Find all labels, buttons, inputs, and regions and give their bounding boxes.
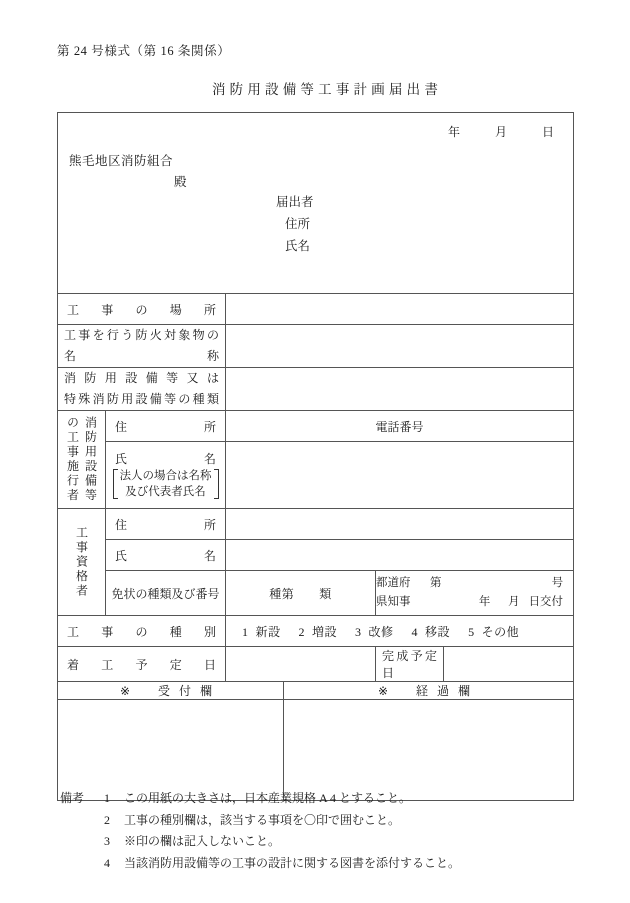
work-kind-num-4: 4 [411, 624, 419, 639]
building-name-label-cell [58, 325, 226, 368]
remark-item-3 [60, 831, 460, 853]
work-kind-word-4[interactable]: 移設 [425, 624, 451, 639]
work-kind-options [226, 617, 573, 646]
license-row [58, 571, 574, 616]
qualified-vertical-label-cell [58, 509, 106, 616]
notification-form-table [57, 112, 574, 801]
office-use-body-row [58, 700, 574, 801]
completion-date-label: 完成予定日 [382, 649, 437, 680]
submitter-block [276, 191, 314, 257]
work-kind-row [58, 616, 574, 647]
progress-body-cell[interactable] [284, 700, 574, 801]
qualified-address-label-cell [106, 509, 226, 540]
completion-date-label-cell [376, 647, 444, 682]
completion-date-value[interactable] [444, 647, 574, 682]
addressee: 熊毛地区消防組合 [69, 154, 174, 168]
license-issue-cell[interactable] [376, 571, 574, 616]
building-name-label-line1: 工事を行う防火対象物の [64, 328, 219, 342]
contractor-address-label-cell [106, 411, 226, 442]
contractor-address-row [58, 411, 574, 442]
remark-item-1 [60, 788, 460, 810]
work-kind-label-cell [58, 616, 226, 647]
work-kind-word-1[interactable]: 新設 [255, 624, 281, 639]
work-kind-num-3: 3 [355, 624, 362, 639]
submitter-address-label: 住所 [285, 217, 311, 231]
progress-header-cell [284, 682, 574, 700]
equipment-type-label-line2: 特殊消防用設備等の種類 [64, 392, 219, 406]
header-row [58, 113, 574, 294]
progress-mark: ※ [377, 684, 389, 698]
reception-mark: ※ [119, 684, 131, 698]
contractor-vertical-label [58, 412, 105, 507]
building-name-label-line2: 名称 [64, 349, 219, 363]
work-kind-word-2[interactable]: 増設 [312, 624, 338, 639]
work-location-label-cell [58, 294, 226, 325]
contractor-name-label-cell [106, 442, 226, 509]
work-kind-num-1: 1 [242, 624, 249, 639]
contractor-address-label: 住所 [115, 419, 216, 434]
start-date-value[interactable] [226, 647, 376, 682]
contractor-name-value[interactable] [226, 442, 574, 509]
submitter-name-label: 氏名 [285, 239, 311, 253]
remark-text-3: ※印の欄は記入しないこと。 [124, 834, 281, 848]
remarks-label: 備考 [60, 791, 85, 805]
issuer-line1: 都道府 [376, 577, 411, 589]
progress-label: 経過欄 [416, 684, 480, 698]
start-date-label: 着工予定日 [67, 657, 216, 672]
license-class-cell[interactable] [226, 571, 376, 616]
date-year-label: 年 [448, 125, 462, 139]
contractor-name-label-inner [106, 446, 225, 505]
reception-label: 受付欄 [158, 684, 222, 698]
equipment-type-row [58, 368, 574, 411]
qualified-name-label-cell [106, 540, 226, 571]
office-use-header-row [58, 682, 574, 700]
building-name-value[interactable] [226, 325, 574, 368]
work-location-label: 工事の場所 [67, 302, 216, 317]
form-number: 第 24 号様式（第 16 条関係） [57, 44, 231, 58]
license-issue-line2 [376, 593, 563, 612]
start-date-label-cell [58, 647, 226, 682]
equipment-type-label-cell [58, 368, 226, 411]
qualified-address-row [58, 509, 574, 540]
building-name-row [58, 325, 574, 368]
reception-header-cell [58, 682, 284, 700]
submitter-label: 届出者 [276, 195, 314, 209]
work-kind-label: 工事の種別 [67, 624, 216, 639]
license-issue-line1 [376, 574, 563, 593]
work-kind-options-cell[interactable] [226, 616, 574, 647]
qualified-address-label: 住所 [115, 517, 216, 532]
license-issue-block [376, 571, 573, 615]
equipment-type-label-line1: 消防用設備等又は [64, 371, 219, 385]
contractor-name-note-line1: 法人の場合は名称 [119, 469, 212, 482]
contractor-vertical-label-right: 消防用設備等 [83, 416, 98, 503]
remark-item-4 [60, 853, 460, 875]
qualified-name-row [58, 540, 574, 571]
work-kind-num-5: 5 [468, 624, 475, 639]
qualified-vertical-label: 工事資格者 [74, 525, 89, 599]
remark-num-2: 2 [104, 812, 110, 827]
schedule-row [58, 647, 574, 682]
qualified-name-value[interactable] [226, 540, 574, 571]
remark-num-4: 4 [104, 855, 110, 870]
contractor-vertical-label-left: の工事施行者 [65, 416, 80, 503]
remark-num-3: 3 [104, 834, 110, 848]
remarks [60, 788, 460, 874]
contractor-name-label: 氏名 [115, 451, 216, 466]
issue-month-label: 月 [508, 596, 520, 608]
contractor-vertical-label-cell [58, 411, 106, 509]
qualified-vertical-label-wrap [58, 522, 105, 603]
issue-year-label: 年 [478, 596, 491, 608]
reception-body-cell[interactable] [58, 700, 284, 801]
license-class-label: 種第 類 [269, 586, 332, 601]
license-no-suffix: 号 [551, 577, 564, 589]
work-kind-num-2: 2 [298, 624, 306, 639]
license-label: 免状の種類及び番号 [111, 586, 220, 601]
page-title: 消防用設備等工事計画届出書 [211, 82, 443, 97]
license-label-cell [106, 571, 226, 616]
remark-text-2: 工事の種別欄は，該当する事項を〇印で囲むこと。 [124, 812, 401, 827]
contractor-name-row [58, 442, 574, 509]
header-cell [58, 113, 574, 294]
contractor-phone-label: 電話番号 [375, 419, 424, 434]
remark-text-1: この用紙の大きさは，日本産業規格 A 4 とすること。 [124, 791, 412, 805]
date-day-label: 日 [542, 125, 556, 139]
equipment-type-value[interactable] [226, 368, 574, 411]
date-line [448, 123, 555, 140]
remark-item-2 [60, 810, 460, 832]
qualified-name-label: 氏名 [115, 548, 216, 563]
issue-day-label: 日交付 [528, 596, 564, 608]
date-month-label: 月 [495, 125, 509, 139]
contractor-name-note [113, 468, 219, 500]
work-location-value[interactable] [226, 294, 574, 325]
work-kind-word-5[interactable]: その他 [481, 624, 520, 639]
qualified-address-value[interactable] [226, 509, 574, 540]
addressee-honorific: 殿 [174, 175, 187, 189]
license-no-prefix: 第 [430, 577, 442, 589]
contractor-name-note-line2: 及び代表者氏名 [125, 485, 206, 498]
remark-text-4: 当該消防用設備等の工事の設計に関する図書を添付すること。 [124, 855, 461, 870]
contractor-address-value[interactable] [226, 411, 574, 442]
remark-num-1: 1 [104, 791, 110, 805]
work-location-row [58, 294, 574, 325]
work-kind-word-3[interactable]: 改修 [368, 624, 394, 639]
issuer-line2: 県知事 [376, 596, 411, 608]
